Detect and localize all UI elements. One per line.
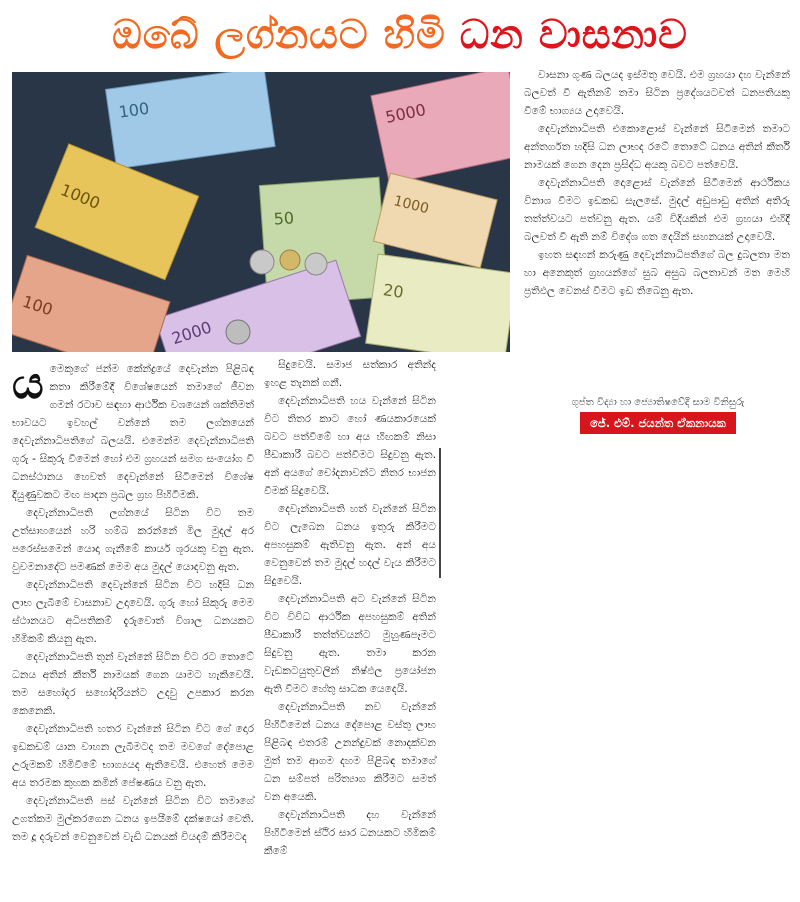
paragraph: මෙකුගේ ජන්ම කේන්ද්‍රයේ දෙවැන්න පිළිබඳ කතා කිරීමේදී විශේෂයෙන් තමාගේ ජීවන ගමන් රටාව සඳහා ආර්ථික වශයෙන් ශක්තිමත් භාවයට ඉවහල් වන්නේ තම ලග්නයෙන් දෙවැන්නාධිපතිගේ බලයයි. එමෙන්ම දෙවැන්නාධිපති ගුරු - සිකුරු වීමෙන් හෝ එම ග්‍රහයන් සමග සංයෝග වී ධනස්ථානය හෙවත් දෙවැන්නේ සිටීමෙන් විශේෂ දියුණුවකට මඟ පාදන ප්‍රබල ග්‍රහ පිහිටීමකි. <box>12 363 254 501</box>
article-column-1 <box>12 360 254 846</box>
paragraph: දෙවැන්නාධිපති එකොළොස් වැන්නේ සිටීමෙන් තමාට අන්තර්ගත හදිසි ධන ලාභද රටේ තොටේ ධනය අතින් කීර්ති නාමයක් ගෙන දෙන ප්‍රසිද්ධ අයකු බවට පත්වෙයි. <box>524 123 790 171</box>
note-value-6: 5000 <box>383 99 428 127</box>
paragraph: වාසනා ගුණ බලයද ඉස්මතු වෙයි. එම ග්‍රහයා දහ වැන්නේ බලවත් වී ඇතිනම් තමා සිටින ප්‍රදේශයටවත් ධනපතියකු වීමේ භාග්‍යය උදාවෙයි. <box>524 69 790 117</box>
banknotes-photo <box>12 72 510 352</box>
headline <box>0 4 800 66</box>
paragraph: දෙවැන්නාධිපති දෙවැන්නේ සිටින විට හදිසි ධන ලාභ ලැබීමේ වාසනාව උදාවෙයි. ගුරු හෝ සිකුරු මෙම ස්ථානයට අධිපතිකම් දැරුවොත් විශාල ධනයකට හිමිකම් කියනු ඇත. <box>12 579 254 645</box>
note-value-2: 1000 <box>57 180 103 213</box>
note-value-4: 2000 <box>169 317 214 349</box>
paragraph: දෙවැන්නාධිපති හය වැන්නේ සිටින විට තිතර කාට හෝ ණයකාරයෙක් බවට පත්වීමේ හා අය හිඟකම් නිසා පීඩාකාරී බවට පත්වීමට සිදුවනු ඇත. අන් අයගේ චෝදනාවන්ට නිතර භාජන වීමක් සිදුවෙයි. <box>264 395 436 497</box>
author-role: ගුප්ත විද්‍යා හා ජ්‍යොතිෂවේදී සාම විනිසුරු <box>571 397 745 408</box>
headline-part-2: ධන වාසනාව <box>459 12 688 58</box>
paragraph: දෙවැන්නාධිපති අට වැන්නේ සිටින විට විවිධ ආර්ථික අපහසුකම් අතින් පීඩාකාරී තත්ත්වයන්ට මුහුණපෑමට සිදුවනු ඇත. තමා කරන වැඩකටයුතුවලින් නිෂ්ඵල ප්‍රයෝජන ඇති වීමට හේතු සාධක යෙදෙයි. <box>264 593 436 695</box>
paragraph: දෙවැන්නාධිපති දහ වැන්නේ පිහිටීමෙන් ස්ථිර සාර ධනයකට හිමිකම් කීමේ <box>264 809 436 857</box>
article-column-2 <box>264 356 436 860</box>
note-value-5: 100 <box>20 291 56 320</box>
note-value-3: 50 <box>273 208 295 229</box>
column-divider <box>439 448 441 578</box>
headline-part-1: ඔබේ ලග්නයට හිමි <box>112 12 446 58</box>
note-value-8: 1000 <box>391 193 431 218</box>
paragraph: දෙවැන්නාධිපති දොළොස් වැන්නේ සිටීමෙන් ආර්ථිකය විනාශ වීමට ඉඩකඩ සැලසේ. මුදල් අඩුපාඩු අතින් අතිරු තත්ත්වයට පත්වනු ඇත. යම් විදියකින් එම ග්‍රහයා එහිදී බලවත් වී ඇති නම් විදේශ ගත දෙයින් සහනයක් උදාවෙයි. <box>524 177 790 243</box>
paragraph: දෙවැන්නාධිපති පස් වැන්නේ සිටින විට තමාගේ උගත්කම මුල්කරගෙන ධනය ඉපයීමේ දක්ෂයෝ වෙති. තම දූ දරුවන් වෙනුවෙන් වැඩි ධනයක් වියදම් කිරීමටද <box>12 795 254 843</box>
banknotes-illustration <box>12 72 510 352</box>
author-byline <box>526 396 790 434</box>
author-name: ජේ. එම්. ජයන්ත ඒකනායක <box>580 412 736 434</box>
paragraph: සිදුවෙයි. සමාජ සත්කාර අතින්ද ඉහළ තැනක් ගනී. <box>264 359 436 389</box>
paragraph: ඉහත සඳහන් කරුණු දෙවැන්නාධිපතිගේ බල දුබලතා මත හා අනෙකුත් ග්‍රහයන්ගේ සුබ අසුබ බලතාවන් මත මෙහි ප්‍රතිඵල වෙනස් වීමට ඉඩ තිබෙනු ඇත. <box>524 249 790 297</box>
article-column-3 <box>524 66 790 300</box>
paragraph: දෙවැන්නාධිපති ලග්නයේ සිටින විට තම උත්සාහයෙන් හරි හම්බ කරන්නේ මිල මුදල් අර පරෙස්සමෙන් යොදා ගැනීමේ කාර්ය ශූරයකු වනු ඇත. වුවමනාදේට පමණක් මෙම අය මුදල් යොදවනු ඇත. <box>12 507 254 573</box>
paragraph: දෙවැන්නාධිපති හත් වැන්නේ සිටින විට ලැබෙන ධනය ඉතුරු කිරීමට අපහසුකම් ඇතිවනු ඇත. අන් අය වෙනුවෙන් තම මුදල් හදල් වැය කිරීමට සිදුවෙයි. <box>264 503 436 587</box>
note-value-1: 100 <box>117 98 151 122</box>
paragraph: දෙවැන්නාධිපති හතර වැන්නේ සිටින විට ගේ දොර ඉඩකඩම් යාන වාහන ලැබීමටද තම මවගේ දේපොළ උරුමකම් හිමිවීමේ භාග්‍යයද ඇතිවෙයි. එහෙත් මෙම අය තරමක කුහක කමින් පේෂණය වනු ඇත. <box>12 723 254 789</box>
note-value-7: 20 <box>381 280 405 302</box>
paragraph: දෙවැන්නාධිපති නව වැන්නේ පිහිටීමෙන් ධනය දේපොළ වස්තු ලාභ පිළිබඳ එතරම් උනන්දුවක් නොදක්වන මුත් තම ආගම දහම පිළිබඳ තමාගේ ධන සම්පත් පරිත්‍යාග කිරීමට සමත් වන අයෙකි. <box>264 701 436 803</box>
paragraph: දෙවැන්නාධිපති තුන් වැන්නේ සිටින විට රට තොටේ ධනය අතින් කීර්ති නාමයක් ගෙන යාමට හැකිවෙයි. තම සහෝදර සහෝදරියන්ට උදවු උපකාර කරන කෙනෙකි. <box>12 651 254 717</box>
drop-cap: ය <box>12 358 44 409</box>
